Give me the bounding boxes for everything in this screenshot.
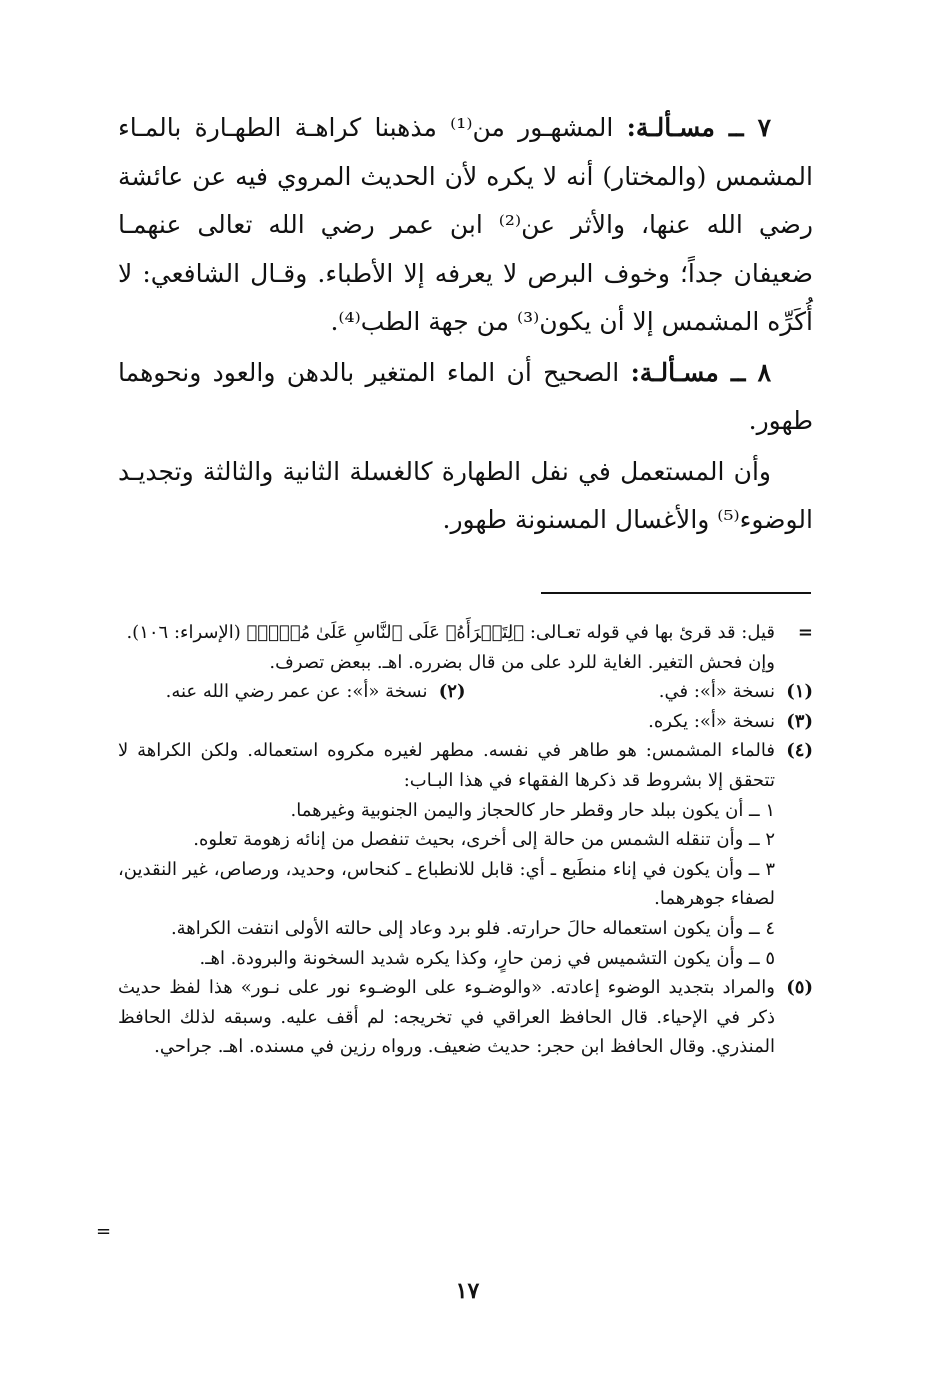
footnote-separator [541, 592, 811, 594]
footnote-1 [466, 677, 814, 707]
footnote-5-number: (٥) [786, 977, 813, 999]
issue-7-label: ٧ ــ مسـألـة: [626, 113, 772, 142]
issue-8-paragraph [118, 349, 813, 446]
footnote-3-number: (٣) [786, 710, 813, 732]
issue-8-text: الصحيح أن الماء المتغير بالدهن والعود ونحوهما طهور. [118, 357, 813, 435]
footnote-continuation-2 [118, 648, 813, 678]
footnote-5 [118, 973, 813, 1062]
footnote-3-text: نسخة «أ»: يكره. [648, 710, 775, 732]
continuation-text-2: وإن فحش التغير. الغاية للرد على من قال بضرره. اهـ. ببعض تصرف. [269, 651, 775, 673]
footnote-5-text: والمراد بتجديد الوضوء إعادته. «والوضـوء على الوضـوء نور على نـور» هذا لفظ حديث ذكر في الإحياء. قال الحافظ العراقي في تخريجه: لم أقف عليه. وسبقه لذلك الحافظ المنذري. وقال الحافظ ابن حجر: حديث ضعيف. ورواه رزين في مسنده. اهـ. جراحي. [118, 977, 775, 1058]
footnote-4-body [118, 736, 775, 973]
condition-item: ٣ ــ وأن يكون في إناء منطَبع ـ أي: قابل للانطباع ـ كنحاس، وحديد، ورصاص، غير النقدين، لصفاء جوهرهما. [118, 858, 775, 910]
footnote-4-text: فالماء المشمس: هو طاهر في نفسه. مطهر لغيره مكروه استعماله. ولكن الكراهة لا تتحقق إلا بشروط قد ذكرها الفقهاء في هذا البـاب: [118, 740, 775, 791]
condition-item: ٢ ــ وأن تنقله الشمس من حالة إلى أخرى، بحيث تنفصل من إنائه زهومة تعلوه. [193, 829, 775, 851]
condition-item: ٤ ــ وأن يكون استعماله حالَ حرارته. فلو برد وعاد إلى حالته الأولى انتفت الكراهة. [170, 917, 775, 939]
continuation-edge-marker: = [96, 1221, 112, 1242]
footnote-2-number: (٢) [438, 681, 466, 703]
continuation-marker: = [797, 622, 813, 643]
footnote-1-text: نسخة «أ»: في. [658, 681, 775, 703]
footnotes [118, 618, 813, 1062]
footnotes-1-2 [118, 677, 813, 707]
condition-item: ٥ ــ وأن يكون التشميس في زمن حارٍ، وكذا يكره شديد السخونة والبرودة. اهـ. [199, 947, 775, 969]
main-text [118, 104, 813, 545]
footnote-3 [118, 707, 813, 737]
footnote-2-text: نسخة «أ»: عن عمر رضي الله عنه. [165, 681, 428, 703]
footnote-2 [118, 677, 466, 707]
issue-8-label: ٨ ــ مسـألـة: [630, 357, 772, 387]
issue-7-text: المشهـور من⁽¹⁾ مذهبنا كراهـة الطهـارة بالمـاء المشمس (والمختار) أنه لا يكره لأن الحديث المروي فيه عن عائشة رضي الله عنها، والأثر عن⁽²⁾ ابن عمر رضي الله تعالى عنهمـا ضعيفان جداً؛ وخوف البرص لا يعرفه إلا الأطباء. وقـال الشافعي: لا أُكَرِّه المشمس إلا أن يكون⁽³⁾ من جهة الطب⁽⁴⁾. [118, 113, 813, 336]
issue-7-paragraph [118, 104, 813, 347]
page-number: ١٧ [455, 1278, 480, 1304]
footnote-4-number: (٤) [786, 740, 813, 762]
condition-item: ١ ــ أن يكون ببلد حار وقطر حار كالحجاز واليمن الجنوبية وغيرهما. [290, 799, 775, 821]
used-water-paragraph: وأن المستعمل في نفل الطهارة كالغسلة الثانية والثالثة وتجديـد الوضوء⁽⁵⁾ والأغسال المسنونة طهور. [118, 456, 813, 534]
footnote-continuation [118, 618, 813, 648]
footnote-4 [118, 736, 813, 973]
footnote-1-number: (١) [786, 681, 813, 703]
continuation-text: قيل: قد قرئ بها في قوله تعـالى: ﴿لِتَقۡرَأَهُۥ عَلَى ٱلنَّاسِ عَلَىٰ مُكۡثٖ﴾ (الإسراء: ١٠٦). [126, 622, 775, 643]
